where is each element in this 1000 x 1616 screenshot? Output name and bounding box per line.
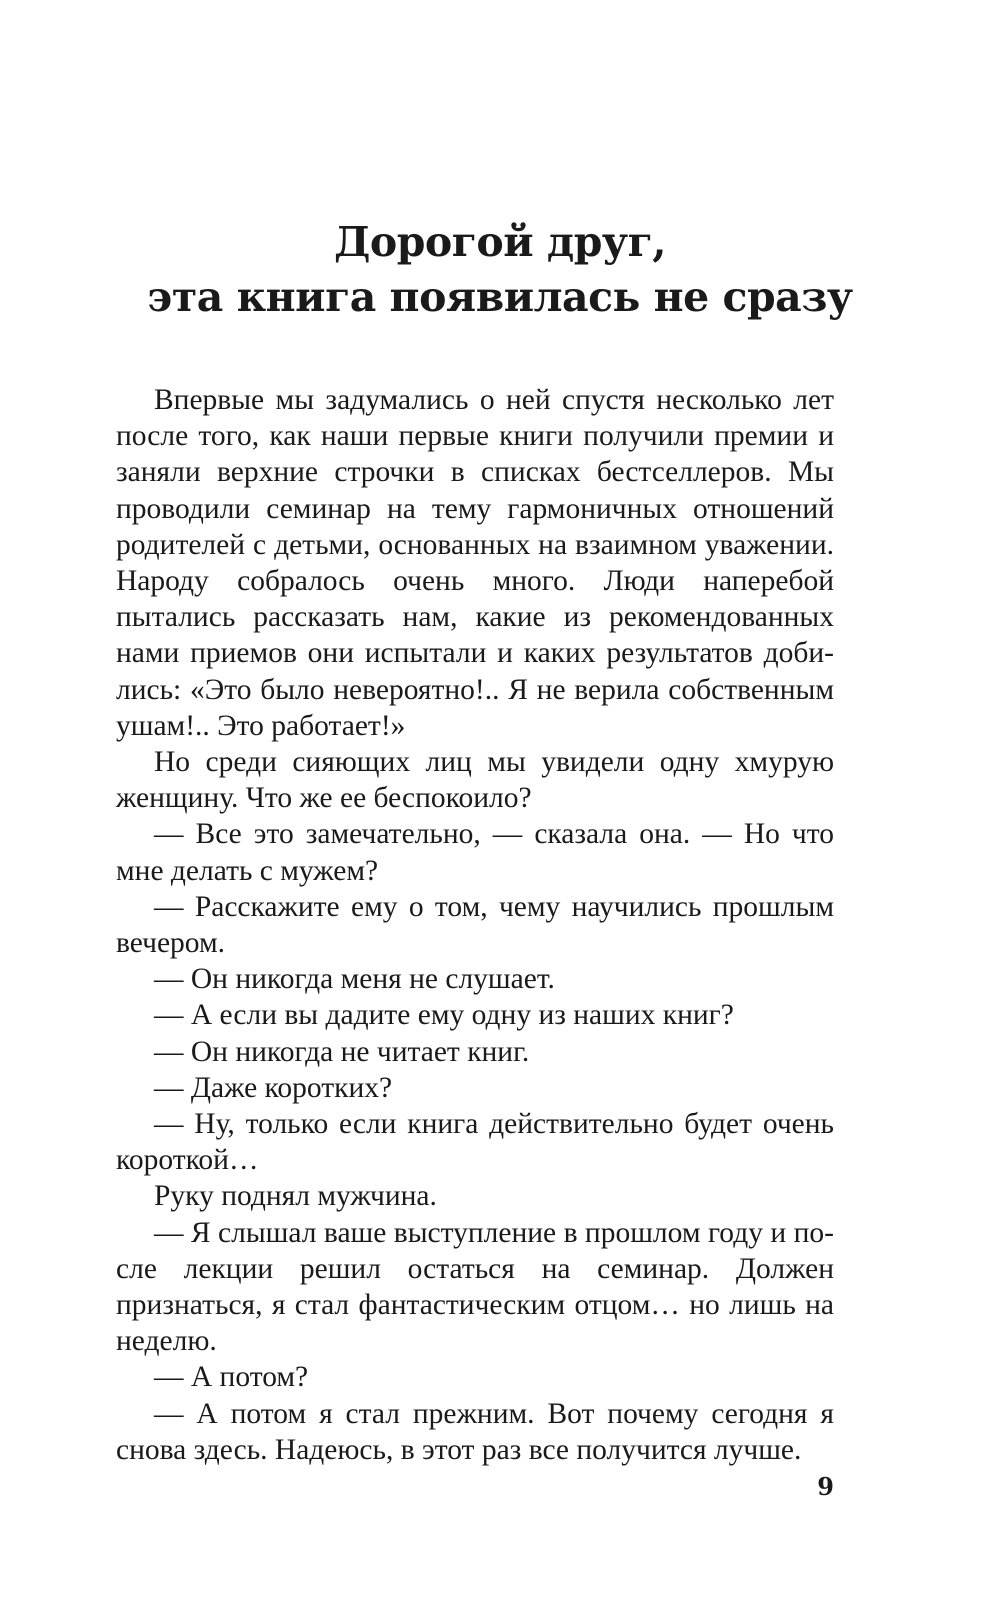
chapter-title-line-1: Дорогой друг, [333,218,667,266]
dialogue-line: — Расскажите ему о том, чему научились прошлым вечером. [116,890,834,960]
dialogue-line: — А потом я стал прежним. Вот почему сегодня я снова здесь. Надеюсь, в этот раз все получится лучше. [116,1397,834,1466]
paragraph: Руку поднял мужчина. [154,1180,437,1213]
dialogue-line: — Все это замечательно, — сказала она. — Но что мне делать с мужем? [116,818,834,887]
dialogue-line: — Даже коротких? [154,1071,393,1104]
dialogue-line: — А если вы дадите ему одну из наших книг? [154,999,734,1032]
dialogue-line: — Ну, только если книга действительно будет очень короткой… [116,1108,834,1177]
dialogue-line: — Он никогда меня не слушает. [154,963,555,996]
body-text [116,382,834,1468]
dialogue-line: — Я слышал ваше выступление в прошлом году и после лекции решил остаться на семинар. Должен признаться, я стал фантастическим отцом… но лишь на неделю. [116,1216,834,1358]
dialogue-line: — А потом? [154,1361,309,1394]
chapter-title-line-2: эта книга появилась не сразу [147,273,853,321]
page-number: 9 [817,1472,834,1501]
paragraph: Но среди сияющих лиц мы увидели одну хмурую женщину. Что же ее беспокоило? [116,746,834,815]
chapter-title [0,215,1000,325]
paragraph: Впервые мы задумались о ней спустя несколько лет после того, как наши первые книги получили премии и заняли верхние строчки в списках бестселлеров. Мы проводили семинар на тему гармоничных отношений родителей с детьми, основанных на взаимном уважении. Народу собралось очень много. Люди наперебой пытались рассказать нам, какие из рекомендованных нами приемов они испытали и каких результатов добились: «Это было невероятно!.. Я не верила собственным ушам!.. Это работает!» [116,384,834,742]
dialogue-line: — Он никогда не читает книг. [154,1035,530,1068]
